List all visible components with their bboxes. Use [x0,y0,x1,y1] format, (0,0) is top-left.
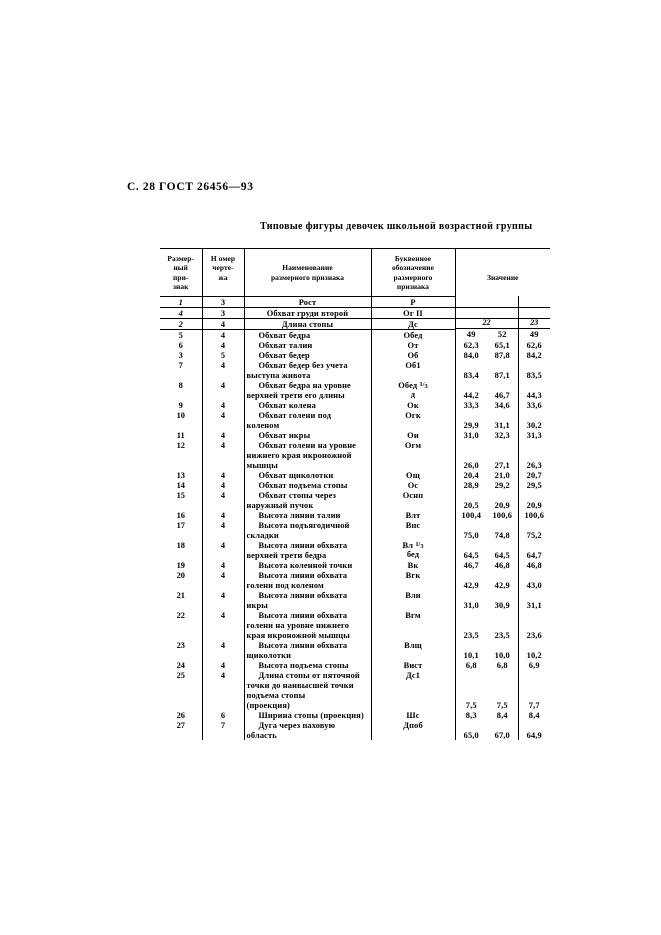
cell-value [518,440,550,450]
table-row [160,640,550,650]
cell-size-sign: 27 [176,720,185,730]
table-row [160,350,550,360]
cell-value: 20,9 [494,500,510,510]
cell-size-sign: 25 [176,670,185,680]
cell-size-sign: 13 [176,470,185,480]
table-row [160,440,550,450]
cell-size-sign: 19 [176,560,185,570]
cell-value [518,410,550,420]
cell-measurement-name-continued: края икроножной мышцы [244,630,371,640]
cell-size-sign: 4 [178,308,183,318]
cell-value: 21,0 [494,470,510,480]
cell-drawing-number: 4 [202,318,244,329]
cell-size-sign: 11 [176,430,185,440]
cell-value: 64,7 [518,550,550,560]
cell-drawing-number: 4 [202,430,244,440]
table-row [160,560,550,570]
cell-value [518,307,550,318]
cell-value [487,570,518,580]
cell-letter-designation: Вист [371,660,455,670]
cell-letter-designation: Обед [371,329,455,340]
cell-measurement-name-continued: выступа живота [244,370,371,380]
cell-value [487,360,518,370]
cell-drawing-number: 4 [202,640,244,660]
cell-measurement-name-continued: складки [244,530,371,540]
cell-drawing-number: 4 [202,490,244,510]
cell-size-sign: 22 [176,610,185,620]
cell-value [487,590,518,600]
cell-value [518,620,550,630]
cell-value: 75,0 [463,530,479,540]
table-row [160,710,550,720]
cell-measurement-name: Обхват талии [244,340,371,350]
cell-value [518,590,550,600]
cell-value: 49 [466,330,476,340]
cell-value [455,640,487,650]
cell-value [455,540,487,550]
cell-value: 31,3 [518,430,550,440]
table-row [160,720,550,730]
cell-letter-designation: Обед $^{1/3}$ д [371,380,455,400]
cell-value [455,296,487,307]
cell-letter-designation: Дс1 [371,670,455,710]
cell-measurement-name-continued: щиколотки [244,650,371,660]
cell-size-sign: 1 [178,297,183,307]
cell-value: 46,8 [518,560,550,570]
cell-measurement-name: Высота подъягодичной [244,520,371,530]
cell-value: 31,1 [518,600,550,610]
cell-value: 23,5 [494,630,510,640]
cell-measurement-name: Обхват стопы через [244,490,371,500]
cell-measurement-name: Обхват бедра на уровне [244,380,371,390]
cell-value [487,380,518,390]
cell-size-sign: 9 [178,400,183,410]
cell-size-sign: 15 [176,490,185,500]
cell-drawing-number: 4 [202,329,244,340]
cell-measurement-name-continued: икры [244,600,371,610]
cell-measurement-name: Ширина стопы (проекция) [244,710,371,720]
cell-value [518,540,550,550]
cell-value [487,670,518,680]
table-row [160,490,550,500]
cell-value: 7,5 [496,700,508,710]
cell-value: 10,0 [494,650,510,660]
cell-letter-designation: Ог II [371,307,455,318]
cell-value: 26,0 [463,460,479,470]
table-row [160,470,550,480]
cell-measurement-name-continued: точки до наивысшей точки [244,680,371,690]
cell-value [455,720,487,730]
cell-letter-designation: Влщ [371,640,455,660]
cell-value: 28,9 [463,480,479,490]
cell-value: 33,6 [518,400,550,410]
cell-value: 83,5 [518,370,550,380]
cell-size-sign: 20 [176,570,185,580]
cell-size-sign: 24 [176,660,185,670]
cell-value: 62,6 [518,340,550,350]
cell-measurement-name-continued: коленом [244,420,371,430]
cell-value: 29,9 [463,420,479,430]
cell-value: 20,7 [518,470,550,480]
cell-measurement-name: Высота линии обхвата [244,590,371,600]
cell-size-sign: 18 [176,540,185,550]
table-row [160,307,550,318]
cell-value [455,380,487,390]
cell-drawing-number: 4 [202,400,244,410]
cell-value [518,610,550,620]
cell-value [518,720,550,730]
cell-drawing-number: 4 [202,670,244,710]
cell-value [455,360,487,370]
table-row [160,360,550,370]
cell-letter-designation: Ос [371,480,455,490]
header-measurement-name: Наименование размерного признака [244,249,371,297]
cell-size-sign: 2 [178,319,183,329]
cell-letter-designation: Впс [371,520,455,540]
cell-measurement-name: Обхват бедер без учета [244,360,371,370]
cell-letter-designation: Огк [371,410,455,430]
cell-size-sign: 26 [176,710,185,720]
cell-value: 64,5 [494,550,510,560]
cell-value: 74,8 [494,530,510,540]
cell-value [518,450,550,460]
cell-measurement-name: Обхват щиколотки [244,470,371,480]
cell-value: 62,3 [463,340,479,350]
cell-value [487,610,518,620]
cell-value [487,296,518,307]
cell-value: 67,0 [494,730,510,740]
table-row [160,520,550,530]
cell-value [455,440,487,450]
cell-value [487,450,518,460]
cell-drawing-number: 4 [202,560,244,570]
cell-value [487,440,518,450]
header-size-sign: Размер- ный при- знак [160,249,202,297]
cell-measurement-name-continued: (проекция) [244,700,371,710]
cell-measurement-name: Обхват бедер [244,350,371,360]
cell-drawing-number: 4 [202,570,244,590]
cell-value: 7,5 [465,700,477,710]
table-row [160,590,550,600]
cell-value: 34,6 [494,400,510,410]
cell-value: 64,9 [518,730,550,740]
cell-letter-designation: Вгм [371,610,455,640]
cell-value [455,670,487,680]
cell-measurement-name: Обхват икры [244,430,371,440]
cell-letter-designation: Огм [371,440,455,470]
table-row [160,340,550,350]
cell-value: 100,4 [461,510,482,520]
table-row [160,400,550,410]
cell-measurement-name-continued: наружный пучок [244,500,371,510]
cell-drawing-number: 7 [202,720,244,740]
cell-letter-designation: Шс [371,710,455,720]
cell-drawing-number: 4 [202,360,244,380]
cell-value: 26,3 [518,460,550,470]
cell-value: 44,3 [518,390,550,400]
table-caption: Типовые фигуры девочек школьной возрастной группы [260,221,533,232]
cell-value: 23,5 [463,630,479,640]
cell-measurement-name: Рост [244,296,371,307]
cell-value [518,296,550,307]
cell-value: 8,4 [496,710,508,720]
cell-measurement-name: Дуга через паховую [244,720,371,730]
cell-value: 6,8 [496,660,508,670]
cell-measurement-name-continued: мышцы [244,460,371,470]
cell-value [455,620,487,630]
cell-value: 20,5 [463,500,479,510]
cell-drawing-number: 4 [202,410,244,430]
cell-letter-designation: Об1 [371,360,455,380]
cell-drawing-number: 4 [202,540,244,560]
cell-drawing-number: 4 [202,340,244,350]
cell-value: 75,2 [518,530,550,540]
cell-value: 8,3 [465,710,477,720]
cell-size-sign: 6 [178,340,183,350]
size-group-header: 22 [455,318,518,329]
header-value: Значение [455,249,550,297]
header-letter-designation: Буквенное обозначение размерного признака [371,249,455,297]
cell-size-sign: 17 [176,520,185,530]
cell-value [518,690,550,700]
cell-value [487,620,518,630]
cell-value: 10,2 [518,650,550,660]
page-header: С. 28 ГОСТ 26456—93 [127,181,254,193]
cell-value: 65,1 [494,340,510,350]
size-group-header: 23 [518,318,550,329]
cell-letter-designation: Ои [371,430,455,440]
cell-measurement-name: Обхват бедра [244,329,371,340]
cell-value [455,490,487,500]
cell-value [518,490,550,500]
cell-measurement-name: Высота коленной точки [244,560,371,570]
cell-value [455,410,487,420]
cell-value: 20,9 [518,500,550,510]
table-header-row [160,249,550,297]
cell-value [518,360,550,370]
cell-value: 6,8 [465,660,477,670]
cell-measurement-name-continued: верхней трети бедра [244,550,371,560]
cell-drawing-number: 4 [202,510,244,520]
cell-measurement-name: Длина стопы от пяточной [244,670,371,680]
cell-value: 65,0 [463,730,479,740]
header-drawing-number: Н омер черте- жа [202,249,244,297]
cell-value: 64,5 [463,550,479,560]
cell-drawing-number: 4 [202,660,244,670]
cell-measurement-name: Высота подъема стопы [244,660,371,670]
cell-value [487,680,518,690]
cell-measurement-name: Высота линии обхвата [244,640,371,650]
table-row [160,480,550,490]
table-row [160,410,550,420]
cell-letter-designation: Влт [371,510,455,520]
cell-value: 87,8 [494,350,510,360]
table-row [160,540,550,550]
cell-measurement-name: Обхват груди второй [244,307,371,318]
cell-size-sign: 8 [178,380,183,390]
cell-drawing-number: 5 [202,350,244,360]
cell-value: 100,6 [518,510,550,520]
cell-value [487,490,518,500]
cell-value: 44,2 [463,390,479,400]
cell-drawing-number: 3 [202,296,244,307]
cell-measurement-name-continued: нижнего края икроножной [244,450,371,460]
cell-letter-designation: Дс [371,318,455,329]
cell-value: 42,9 [494,580,510,590]
cell-value [487,307,518,318]
cell-size-sign: 10 [176,410,185,420]
cell-measurement-name: Обхват голени под [244,410,371,420]
cell-value [487,540,518,550]
cell-value [455,450,487,460]
cell-drawing-number: 6 [202,710,244,720]
table-row [160,430,550,440]
cell-value: 10,1 [463,650,479,660]
cell-value: 31,0 [463,600,479,610]
cell-value [518,570,550,580]
cell-measurement-name-continued: голени на уровне нижнего [244,620,371,630]
cell-measurement-name: Высота линии обхвата [244,570,371,580]
cell-value: 42,9 [463,580,479,590]
cell-value [518,680,550,690]
cell-letter-designation: Вк [371,560,455,570]
table-row [160,329,550,340]
cell-size-sign: 23 [176,640,185,650]
cell-value: 29,5 [518,480,550,490]
table-row [160,660,550,670]
cell-letter-designation: Дпоб [371,720,455,740]
cell-value: 43,0 [518,580,550,590]
table-row [160,570,550,580]
cell-value: 31,0 [463,430,479,440]
cell-measurement-name-continued: верхней трети его длины [244,390,371,400]
cell-measurement-name-continued: область [244,730,371,740]
cell-value: 23,6 [518,630,550,640]
cell-value: 46,7 [494,390,510,400]
cell-value [518,640,550,650]
cell-measurement-name: Высота линии обхвата [244,540,371,550]
cell-value [487,410,518,420]
cell-value [455,520,487,530]
cell-drawing-number: 4 [202,590,244,610]
cell-drawing-number: 4 [202,610,244,640]
cell-size-sign: 16 [176,510,185,520]
cell-size-sign: 14 [176,480,185,490]
cell-drawing-number: 4 [202,380,244,400]
cell-letter-designation: Ощ [371,470,455,480]
cell-value [455,610,487,620]
cell-value: 100,6 [492,510,513,520]
cell-value: 46,8 [494,560,510,570]
table-row [160,380,550,390]
cell-measurement-name: Обхват колена [244,400,371,410]
cell-value: 20,4 [463,470,479,480]
cell-value: 27,1 [494,460,510,470]
cell-value: 87,1 [494,370,510,380]
cell-size-sign: 3 [178,350,183,360]
table-row [160,318,550,329]
cell-value: 30,2 [518,420,550,430]
cell-value: 6,9 [518,660,550,670]
cell-drawing-number: 3 [202,307,244,318]
cell-letter-designation: Вли [371,590,455,610]
cell-measurement-name-continued: подъема стопы [244,690,371,700]
cell-value [487,640,518,650]
cell-value: 49 [518,329,550,340]
cell-value [455,570,487,580]
cell-letter-designation: Об [371,350,455,360]
cell-value: 83,4 [463,370,479,380]
table-row [160,296,550,307]
cell-value: 31,1 [494,420,510,430]
table-row [160,510,550,520]
cell-measurement-name-continued: голени под коленом [244,580,371,590]
cell-drawing-number: 4 [202,480,244,490]
cell-measurement-name: Высота линии обхвата [244,610,371,620]
cell-letter-designation: Ок [371,400,455,410]
cell-value [455,690,487,700]
cell-value: 33,3 [463,400,479,410]
cell-size-sign: 5 [178,330,183,340]
cell-value [455,680,487,690]
cell-value [455,307,487,318]
cell-value [487,690,518,700]
measurements-table [160,248,550,740]
cell-size-sign: 12 [176,440,185,450]
cell-letter-designation: Вгк [371,570,455,590]
cell-value [487,720,518,730]
cell-value: 8,4 [518,710,550,720]
cell-value [518,520,550,530]
cell-measurement-name: Обхват голени на уровне [244,440,371,450]
cell-letter-designation: Вл $^{1/3}$ бед [371,540,455,560]
cell-drawing-number: 4 [202,520,244,540]
cell-letter-designation: Р [371,296,455,307]
cell-value: 84,2 [518,350,550,360]
cell-letter-designation: От [371,340,455,350]
cell-measurement-name: Длина стопы [244,318,371,329]
cell-letter-designation: Оснп [371,490,455,510]
table-row [160,670,550,680]
table-row [160,610,550,620]
cell-value [455,590,487,600]
cell-value: 52 [497,330,507,340]
cell-drawing-number: 4 [202,440,244,470]
cell-value: 46,7 [463,560,479,570]
cell-drawing-number: 4 [202,470,244,480]
cell-value [518,670,550,680]
cell-measurement-name: Высота линии талии [244,510,371,520]
cell-value: 7,7 [518,700,550,710]
cell-value: 84,0 [463,350,479,360]
cell-value: 30,9 [494,600,510,610]
cell-value: 32,3 [494,430,510,440]
cell-size-sign: 21 [176,590,185,600]
cell-size-sign: 7 [178,360,183,370]
cell-measurement-name: Обхват подъема стопы [244,480,371,490]
cell-value: 29,2 [494,480,510,490]
cell-value [487,520,518,530]
cell-value [518,380,550,390]
